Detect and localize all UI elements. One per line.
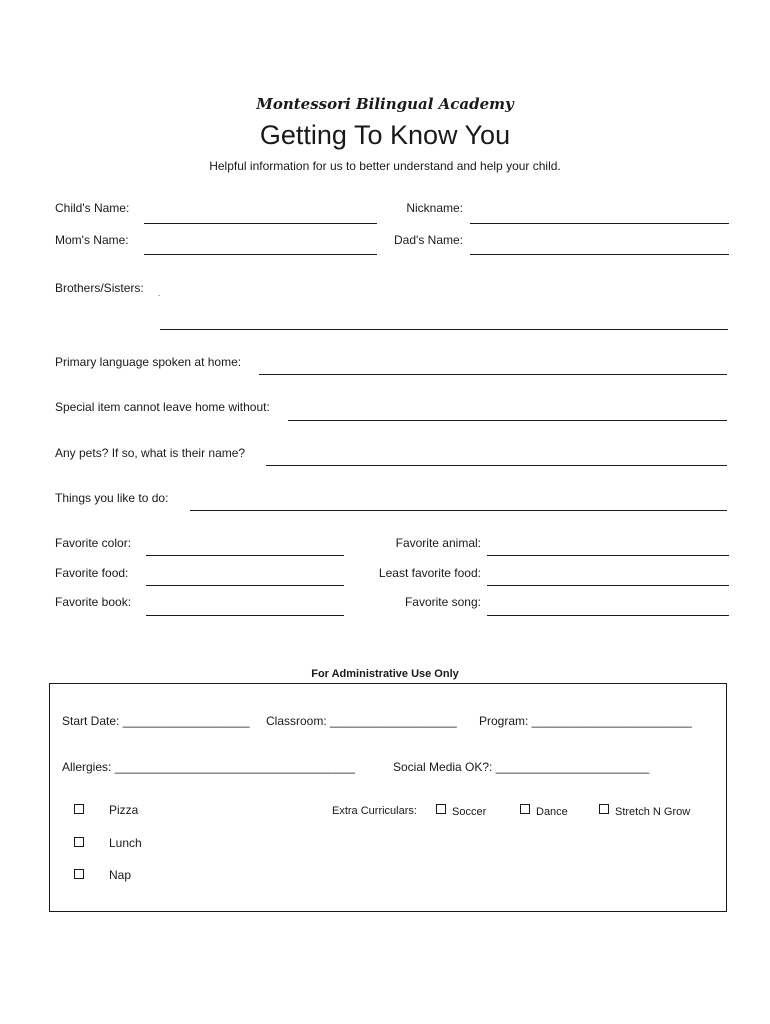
siblings-label: Brothers/Sisters:	[55, 281, 144, 295]
favorite-song-label: Favorite song:	[404, 595, 481, 609]
favorite-animal-field[interactable]	[487, 555, 729, 556]
pets-label: Any pets? If so, what is their name?	[55, 446, 246, 460]
admin-heading: For Administrative Use Only	[311, 668, 459, 680]
extra-curriculars-label: Extra Curriculars:	[332, 805, 417, 817]
classroom-field[interactable]: Classroom: ___________________	[266, 714, 457, 728]
nap-checkbox[interactable]	[74, 869, 84, 879]
favorite-song-field[interactable]	[487, 615, 729, 616]
dance-label: Dance	[536, 806, 568, 818]
least-favorite-food-field[interactable]	[487, 585, 729, 586]
child-name-field[interactable]	[144, 223, 377, 224]
least-favorite-food-label: Least favorite food:	[378, 566, 481, 580]
mom-name-label: Mom's Name:	[55, 233, 129, 247]
pizza-checkbox[interactable]	[74, 804, 84, 814]
favorite-animal-label: Favorite animal:	[395, 536, 481, 550]
soccer-label: Soccer	[452, 806, 487, 818]
favorite-book-field[interactable]	[146, 615, 344, 616]
pets-field[interactable]	[266, 465, 727, 466]
dance-checkbox[interactable]	[520, 804, 530, 814]
child-name-label: Child's Name:	[55, 201, 130, 215]
page-subtitle: Helpful information for us to better understand and help your child.	[209, 159, 561, 173]
siblings-field[interactable]	[160, 329, 728, 330]
favorite-food-label: Favorite food:	[55, 566, 129, 580]
dad-name-field[interactable]	[470, 254, 729, 255]
stretch-n-grow-label: Stretch N Grow	[615, 806, 691, 818]
social-media-field[interactable]: Social Media OK?: _______________________	[393, 760, 650, 774]
allergies-field[interactable]: Allergies: ____________________________________	[62, 760, 355, 774]
pizza-label: Pizza	[109, 803, 139, 817]
school-name: Montessori Bilingual Academy	[256, 95, 514, 113]
favorite-color-field[interactable]	[146, 555, 344, 556]
things-to-do-label: Things you like to do:	[55, 491, 169, 505]
lunch-label: Lunch	[109, 836, 142, 850]
favorite-food-field[interactable]	[146, 585, 344, 586]
special-item-label: Special item cannot leave home without:	[55, 400, 270, 414]
nap-label: Nap	[109, 868, 132, 882]
primary-language-label: Primary language spoken at home:	[55, 355, 242, 369]
primary-language-field[interactable]	[259, 374, 727, 375]
nickname-label: Nickname:	[406, 201, 463, 215]
program-field[interactable]: Program: ________________________	[479, 714, 692, 728]
soccer-checkbox[interactable]	[436, 804, 446, 814]
siblings-mark: .	[158, 289, 161, 298]
dad-name-label: Dad's Name:	[394, 233, 463, 247]
special-item-field[interactable]	[288, 420, 727, 421]
things-to-do-field[interactable]	[190, 510, 727, 511]
page-title: Getting To Know You	[259, 120, 511, 150]
lunch-checkbox[interactable]	[74, 837, 84, 847]
start-date-field[interactable]: Start Date: ___________________	[62, 714, 250, 728]
favorite-color-label: Favorite color:	[55, 536, 132, 550]
favorite-book-label: Favorite book:	[55, 595, 132, 609]
nickname-field[interactable]	[470, 223, 729, 224]
mom-name-field[interactable]	[144, 254, 377, 255]
stretch-n-grow-checkbox[interactable]	[599, 804, 609, 814]
